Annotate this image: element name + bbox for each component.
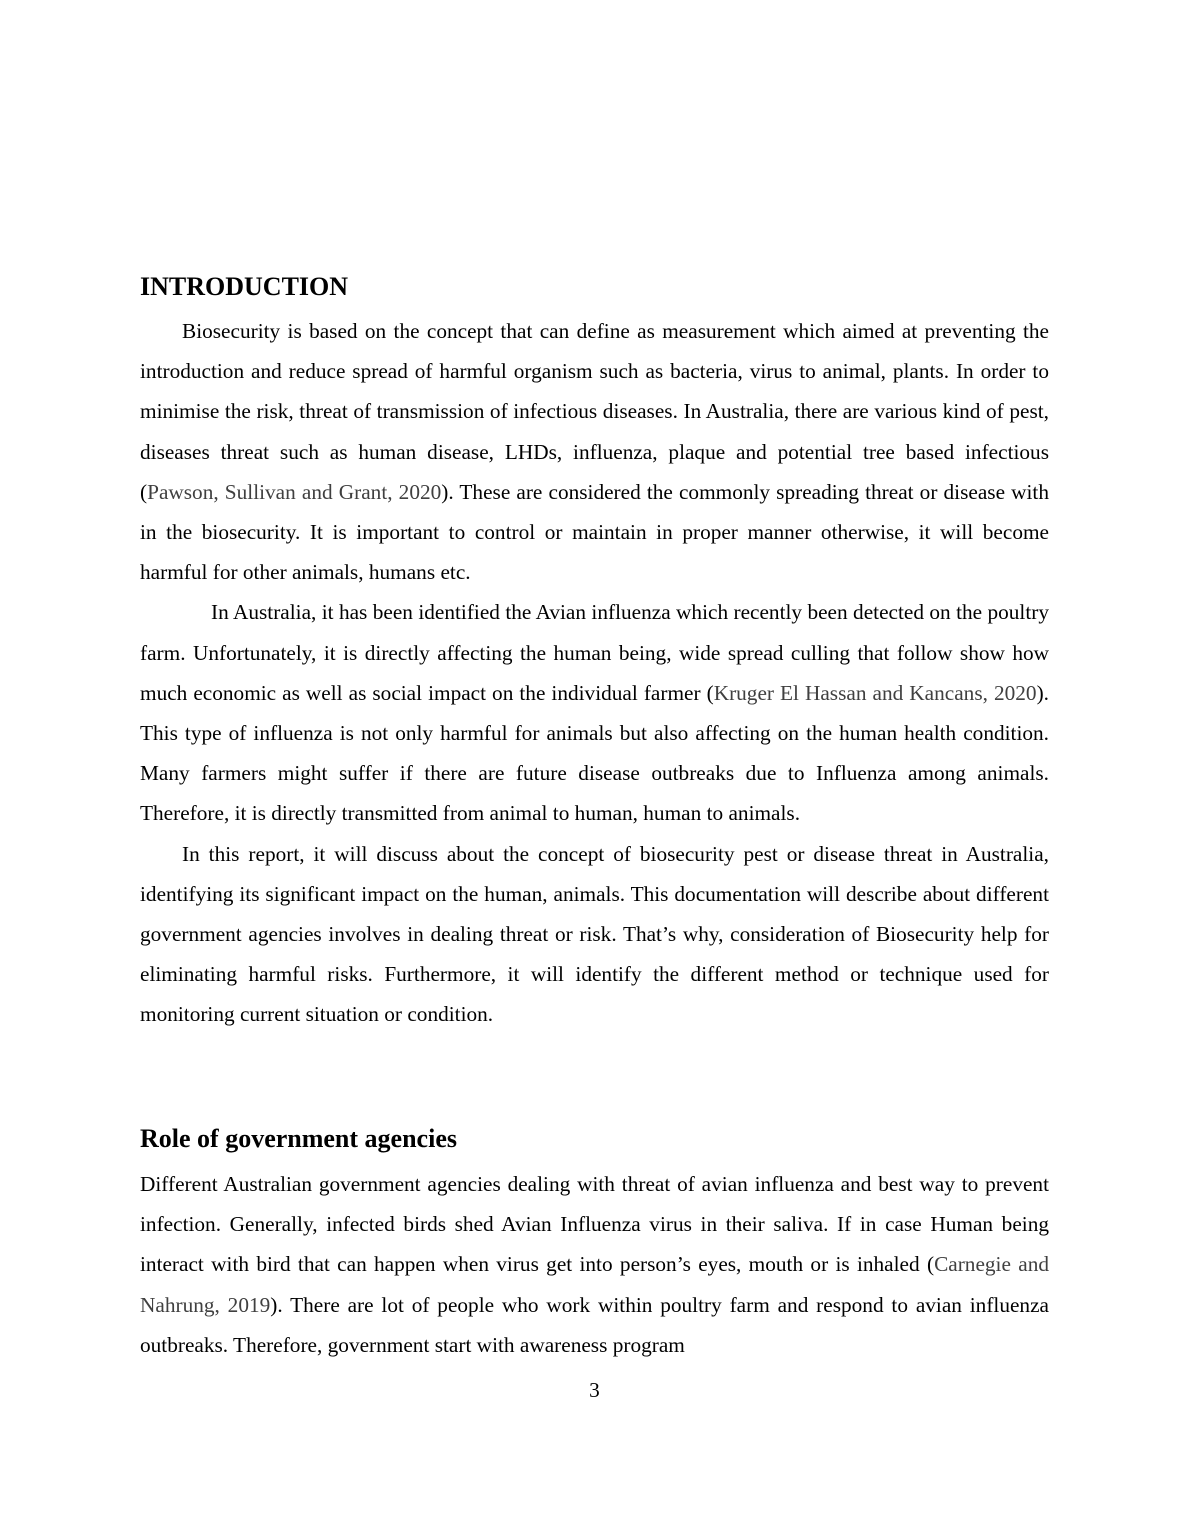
intro-p2-text-a: In Australia, it has been identified the Avian influenza which recently been detected on the poultry farm. Unfortunately, it is directly affecting the human being, wide spread culling that follow show how much economic as well as social impact on the individual farmer ( — [140, 600, 1049, 705]
page-number: 3 — [589, 1378, 600, 1402]
introduction-heading: INTRODUCTION — [140, 272, 349, 301]
role-heading: Role of government agencies — [140, 1124, 457, 1153]
intro-p1-text-b: ). These are considered the commonly spreading threat or disease with in the biosecurity. It is important to control or maintain in proper manner otherwise, it will become harmful for other animals, humans etc. — [140, 479, 1049, 585]
introduction-body — [140, 311, 1049, 1035]
intro-p2-text-b: ). This type of influenza is not only harmful for animals but also affecting on the human health condition. Many farmers might suffer if there are future disease outbreaks due to Influenza among animals. Therefore, it is directly transmitted from animal to human, human to animals. — [140, 680, 1049, 826]
role-paragraph-1 — [140, 1164, 1049, 1365]
intro-paragraph-1 — [140, 311, 1049, 592]
citation-kruger: Kruger El Hassan and Kancans, 2020 — [713, 680, 1037, 705]
role-p1-text-a: Different Australian government agencies dealing with threat of avian influenza and best way to prevent infection. Generally, infected birds shed Avian Influenza virus in their saliva. If in case Human being interact with bird that can happen when virus get into person’s eyes, mouth or is inhaled ( — [140, 1172, 1049, 1277]
intro-paragraph-2 — [140, 592, 1049, 833]
role-p1-text-b: ). There are lot of people who work within poultry farm and respond to avian influenza outbreaks. Therefore, government start with awareness program — [140, 1292, 1049, 1357]
intro-paragraph-3: In this report, it will discuss about the concept of biosecurity pest or disease threat in Australia, identifying its significant impact on the human, animals. This documentation will describe about different government agencies involves in dealing threat or risk. That’s why, consideration of Biosecurity help for eliminating harmful risks. Furthermore, it will identify the different method or technique used for monitoring current situation or condition. — [140, 841, 1049, 1027]
intro-p1-text-a: Biosecurity is based on the concept that can define as measurement which aimed at preventing the introduction and reduce spread of harmful organism such as bacteria, virus to animal, plants. In order to minimise the risk, threat of transmission of infectious diseases. In Australia, there are various kind of pest, diseases threat such as human disease, LHDs, influenza, plaque and potential tree based infectious ( — [140, 319, 1049, 504]
role-section — [140, 1122, 1049, 1365]
citation-pawson: Pawson, Sullivan and Grant, 2020 — [147, 479, 442, 504]
citation-carnegie: Carnegie and Nahrung, 2019 — [140, 1252, 1049, 1317]
